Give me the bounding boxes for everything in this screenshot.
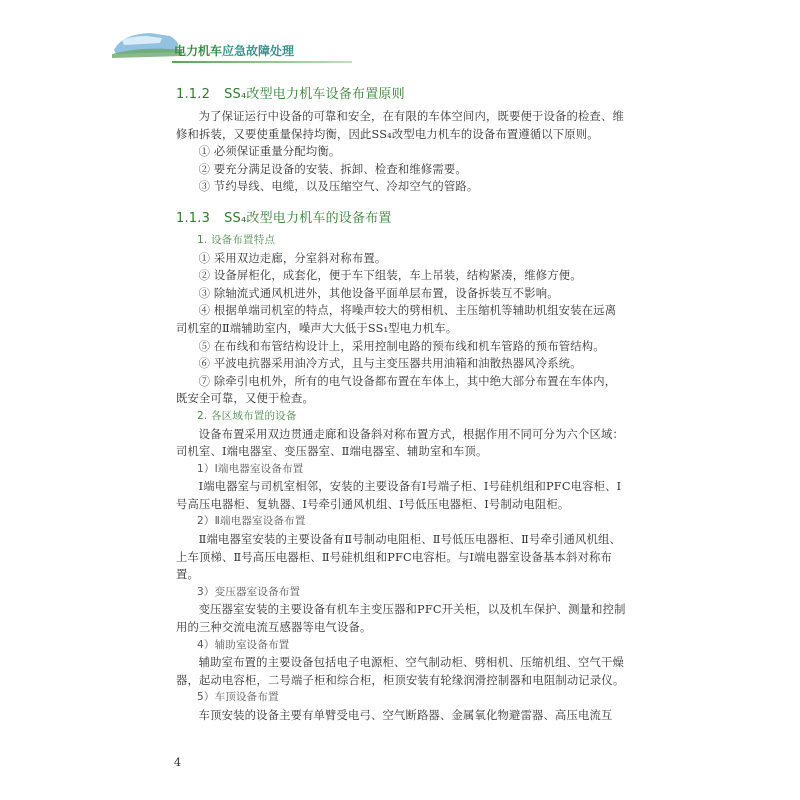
zone-heading: 5）车顶设备布置 [197,691,279,704]
list-item: ⑤ 在布线和布管结构设计上，采用控制电路的预布线和机车管路的预布管结构。 [198,339,605,353]
section-heading-1-1-3 [176,206,626,232]
page-number: 4 [174,756,181,769]
section-number: 1.1.2 [176,87,211,102]
paragraph: 辅助室布置的主要设备包括电子电源柜、空气制动柜、劈相机、压缩机组、空气干燥器，起动电容柜，二号端子柜和综合柜，柜顶安装有轮缘润滑控制器和电阻制动记录仪。 [176,656,625,687]
list-item: ③ 除轴流式通风机进外，其他设备平面单层布置，设备拆装互不影响。 [198,286,559,300]
section-number: 1.1.3 [176,210,211,226]
list-item: ② 设备屏柜化，成套化，便于车下组装，车上吊装，结构紧凑，维修方便。 [198,269,582,283]
list-item: ⑦ 除牵引电机外，所有的电气设备都布置在车体上，其中绝大部分布置在车体内，既安全可靠，又便于检查。 [176,374,617,406]
list-item: ⑥ 平波电抗器采用油冷方式，且与主变压器共用油箱和油散热器风冷系统。 [198,357,582,371]
header-title-main: 电力机车 [174,44,223,58]
zone-heading: 1）Ⅰ端电器室设备布置 [197,462,304,475]
paragraph: 为了保证运行中设备的可靠和安全，在有限的车体空间内，既要便于设备的检查、维修和拆装，又要使重量保持均衡，因此SS₄改型电力机车的设备布置遵循以下原则。 [176,110,624,141]
page-content [176,82,626,725]
subsection-heading: 2. 各区域布置的设备 [197,409,297,422]
zone-heading: 3）变压器室设备布置 [197,585,301,598]
list-item: ② 要充分满足设备的安装、拆卸、检查和维修需要。 [198,162,467,176]
header-title [174,42,294,59]
paragraph: 变压器室安装的主要设备有机车主变压器和PFC开关柜，以及机车保护、测量和控制用的三种交流电流互感器等电气设备。 [176,603,626,635]
section-title: SS₄改型电力机车的设备布置 [224,210,392,226]
paragraph: 车顶安装的设备主要有单臂受电弓、空气断路器、金属氧化物避雷器、高压电流互 [198,709,613,722]
page-header [112,28,412,64]
list-item: ① 必须保证重量分配均衡。 [198,145,341,159]
train-logo-icon [112,28,182,58]
paragraph: 设备布置采用双边贯通走廊和设备斜对称布置方式，根据作用不同可分为六个区域：司机室、Ⅰ端电器室、变压器室、Ⅱ端电器室、辅助室和车顶。 [176,427,624,459]
zone-heading: 2）Ⅱ端电器室设备布置 [197,515,306,528]
list-item: ③ 节约导线、电缆，以及压缩空气、冷却空气的管路。 [198,180,479,194]
section-title: SS₄改型电力机车设备布置原则 [224,87,405,102]
zone-heading: 4）辅助室设备布置 [197,638,290,651]
header-divider [172,61,352,63]
subsection-heading: 1. 设备布置特点 [197,233,276,246]
paragraph: Ⅰ端电器室与司机室相邻，安装的主要设备有Ⅰ号端子柜、Ⅰ号硅机组和PFC电容柜、Ⅰ号高压电器柜、复轨器、Ⅰ号牵引通风机组、Ⅰ号低压电器柜、Ⅰ号制动电阻柜。 [176,480,622,511]
list-item: ① 采用双边走廊，分室斜对称布置。 [198,251,387,265]
paragraph: Ⅱ端电器室安装的主要设备有Ⅱ号制动电阻柜、Ⅱ号低压电器柜、Ⅱ号牵引通风机组、上车顶梯、Ⅱ号高压电器柜、Ⅱ号硅机组和PFC电容柜。与Ⅰ端电器室设备基本斜对称布置。 [176,533,622,582]
section-heading-1-1-2 [176,82,626,108]
list-item: ④ 根据单端司机室的特点，将噪声较大的劈相机、主压缩机等辅助机组安装在远离司机室的Ⅱ端辅助室内，噪声大大低于SS₁型电力机车。 [176,304,617,335]
header-title-sub: 应急故障处理 [222,44,295,58]
